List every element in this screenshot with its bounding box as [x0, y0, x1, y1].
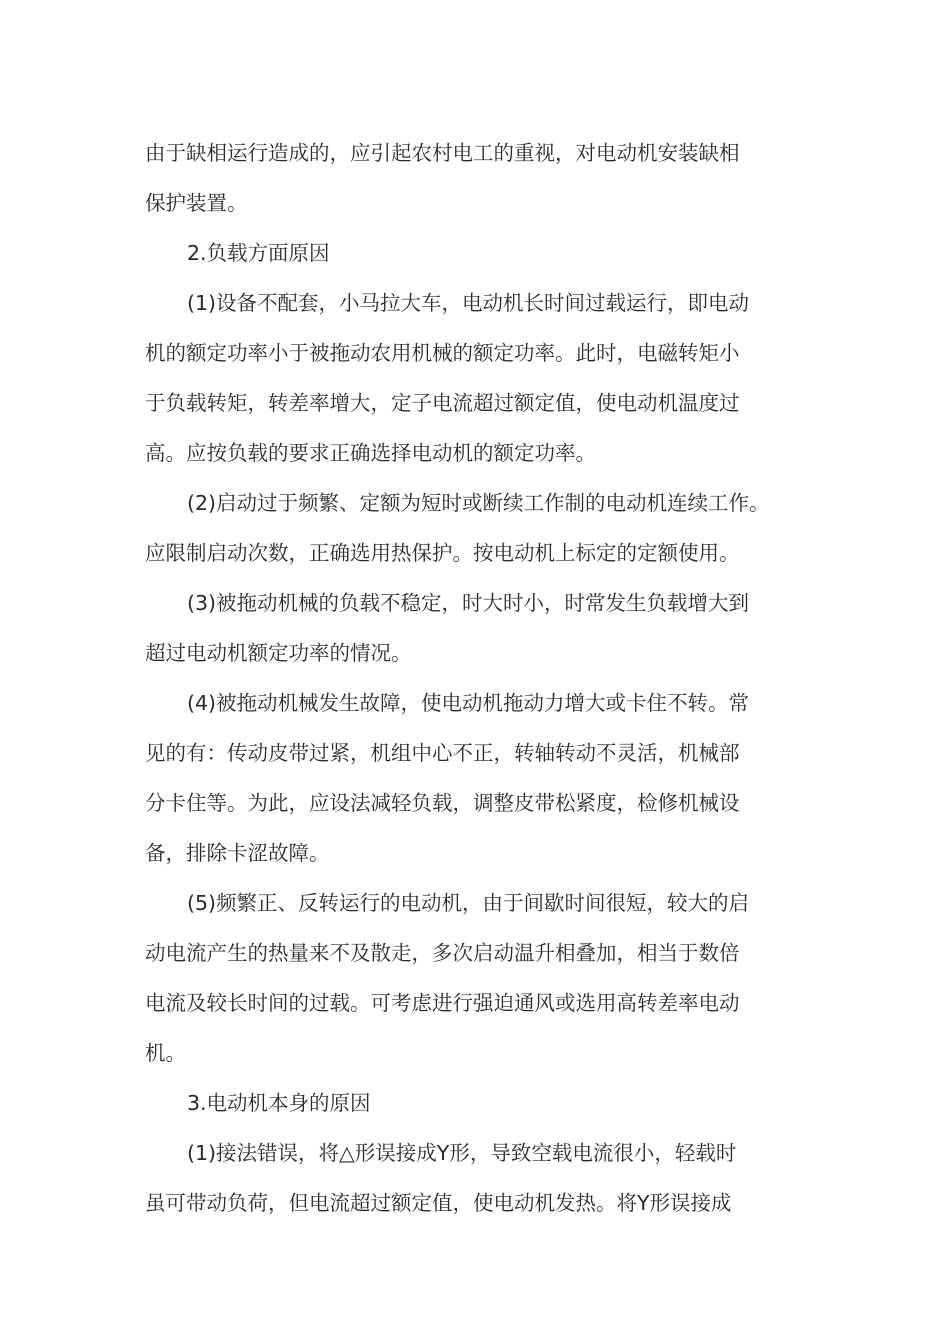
text-line: 机的额定功率小于被拖动农用机械的额定功率。此时，电磁转矩小	[145, 341, 740, 365]
text-line: 保护装置。	[145, 191, 248, 215]
text-line: 分卡住等。为此，应设法减轻负载，调整皮带松紧度，检修机械设	[145, 791, 740, 815]
text-line: 备，排除卡涩故障。	[145, 841, 330, 865]
text-line: (2)启动过于频繁、定额为短时或断续工作制的电动机连续工作。	[187, 491, 770, 515]
section-heading: 3.电动机本身的原因	[187, 1091, 371, 1115]
section-heading: 2.负载方面原因	[187, 241, 330, 265]
text-line: (1)接法错误，将△形误接成Y形，导致空载电流很小，轻载时	[187, 1141, 737, 1165]
text-line: 机。	[145, 1041, 186, 1065]
text-line: (1)设备不配套，小马拉大车，电动机长时间过载运行，即电动	[187, 291, 750, 315]
text-line: 由于缺相运行造成的，应引起农村电工的重视，对电动机安装缺相	[145, 141, 740, 165]
text-line: 应限制启动次数，正确选用热保护。按电动机上标定的定额使用。	[145, 541, 740, 565]
text-line: (5)频繁正、反转运行的电动机，由于间歇时间很短，较大的启	[187, 891, 750, 915]
text-line: 高。应按负载的要求正确选择电动机的额定功率。	[145, 441, 596, 465]
text-line: (3)被拖动机械的负载不稳定，时大时小，时常发生负载增大到	[187, 591, 750, 615]
text-line: 动电流产生的热量来不及散走，多次启动温升相叠加，相当于数倍	[145, 941, 740, 965]
text-line: (4)被拖动机械发生故障，使电动机拖动力增大或卡住不转。常	[187, 691, 750, 715]
text-line: 于负载转矩，转差率增大，定子电流超过额定值，使电动机温度过	[145, 391, 740, 415]
text-line: 电流及较长时间的过载。可考虑进行强迫通风或选用高转差率电动	[145, 991, 740, 1015]
document-body	[145, 128, 815, 1228]
text-line: 见的有：传动皮带过紧，机组中心不正，转轴转动不灵活，机械部	[145, 741, 740, 765]
text-line: 超过电动机额定功率的情况。	[145, 641, 412, 665]
text-line: 虽可带动负荷，但电流超过额定值，使电动机发热。将Y形误接成	[145, 1191, 732, 1215]
